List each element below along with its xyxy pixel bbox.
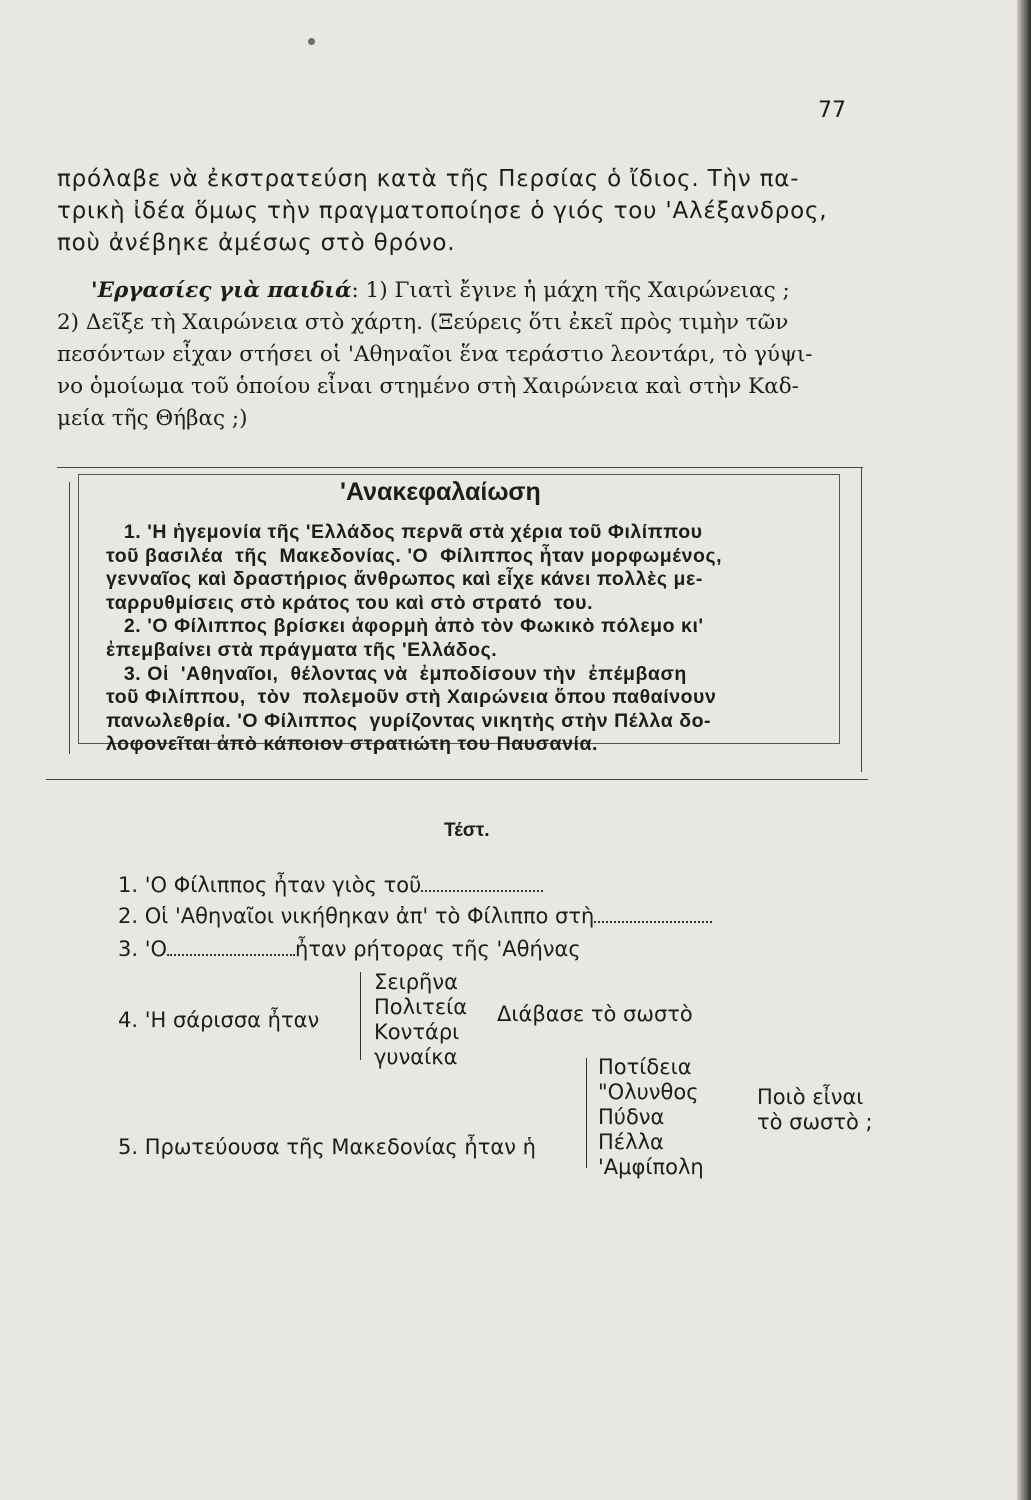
summary-line: ταρρυθμίσεις στὸ κράτος του καὶ στὸ στρατό του. bbox=[106, 591, 594, 614]
question-1-text: 1. 'Ο Φίλιππος ἦταν γιὸς τοῦ bbox=[118, 873, 422, 897]
question-5-options bbox=[598, 1055, 704, 1180]
tasks-line: μεία τῆς Θήβας ;) bbox=[57, 406, 248, 431]
option-item[interactable]: Κοντάρι bbox=[374, 1020, 460, 1044]
summary-line: ἐπεμβαίνει στὰ πράγματα τῆς 'Ελλάδος. bbox=[106, 638, 498, 661]
tasks-first-line bbox=[57, 275, 813, 307]
question-5-bracket bbox=[586, 1058, 587, 1168]
summary-title: 'Ανακεφαλαίωση bbox=[340, 478, 541, 506]
question-2-text: 2. Οἱ 'Αθηναῖοι νικήθηκαν ἀπ' τὸ Φίλιππο στὴ bbox=[118, 904, 595, 928]
option-item[interactable]: Σειρῆνα bbox=[374, 970, 458, 994]
summary-line: γενναῖος καὶ δραστήριος ἄνθρωπος καὶ εἶχε κάνει πολλὲς με- bbox=[106, 568, 703, 591]
blank-field[interactable] bbox=[594, 903, 712, 923]
summary-line: λοφονεῖται ἀπὸ κάποιον στρατιώτη του Παυσανία. bbox=[106, 733, 598, 756]
summary-line: 3. Οἱ 'Αθηναῖοι, θέλοντας νὰ ἐμποδίσουν τὴν ἐπέμβαση bbox=[106, 662, 687, 685]
blank-field[interactable] bbox=[421, 872, 543, 892]
book-spine-shadow bbox=[1017, 0, 1031, 1500]
test-title: Τέστ. bbox=[444, 820, 490, 841]
question-5-prompt bbox=[757, 1085, 873, 1135]
option-item[interactable]: Πύδνα bbox=[598, 1105, 665, 1129]
summary-line: 1. 'Η ἡγεμονία τῆς 'Ελλάδος περνᾶ στὰ χέρια τοῦ Φιλίππου bbox=[106, 521, 703, 543]
tasks-line: νο ὁμοίωμα τοῦ ὁποίου εἶναι στημένο στὴ Χαιρώνεια καὶ στὴν Καδ- bbox=[57, 374, 799, 399]
intro-paragraph bbox=[57, 163, 827, 259]
tasks-line: 2) Δεῖξε τὴ Χαιρώνεια στὸ χάρτη. (Ξεύρεις ὅτι ἐκεῖ πρὸς τιμὴν τῶν bbox=[57, 310, 789, 335]
summary-text bbox=[106, 521, 722, 757]
question-4-options bbox=[374, 970, 467, 1070]
summary-frame-top bbox=[57, 467, 863, 468]
summary-line: τοῦ βασιλέα τῆς Μακεδονίας. 'Ο Φίλιππος ἦταν μορφωμένος, bbox=[106, 544, 723, 567]
summary-frame-right bbox=[861, 467, 862, 772]
question-4-bracket bbox=[360, 972, 361, 1060]
option-item[interactable]: Πέλλα bbox=[598, 1130, 664, 1154]
tasks-paragraph bbox=[57, 275, 813, 435]
tasks-heading: 'Εργασίες γιὰ παιδιά bbox=[91, 278, 352, 303]
ink-dot bbox=[308, 38, 315, 45]
test-question-1 bbox=[118, 872, 543, 898]
summary-line: πανωλεθρία. 'Ο Φίλιππος γυρίζοντας νικητὴς στὴν Πέλλα δο- bbox=[106, 709, 712, 732]
question-4-text: 4. 'Η σάρισσα ἦταν bbox=[118, 1008, 320, 1032]
tasks-line: πεσόντων εἶχαν στήσει οἱ 'Αθηναῖοι ἕνα τεράστιο λεοντάρι, τὸ γύψι- bbox=[57, 342, 813, 367]
summary-frame-bottom bbox=[46, 779, 868, 780]
intro-line: τρικὴ ἰδέα ὅμως τὴν πραγματοποίησε ὁ γιός του 'Αλέξανδρος, bbox=[57, 198, 828, 224]
test-question-3 bbox=[118, 936, 581, 962]
page-number: 77 bbox=[818, 98, 846, 123]
question-5-text: 5. Πρωτεύουσα τῆς Μακεδονίας ἦταν ἡ bbox=[118, 1135, 536, 1159]
question-3-suffix: ἦταν ρήτορας τῆς 'Αθήνας bbox=[295, 937, 581, 961]
option-item[interactable]: Ποτίδεια bbox=[598, 1055, 692, 1079]
test-question-2 bbox=[118, 903, 712, 929]
option-item[interactable]: 'Αμφίπολη bbox=[598, 1155, 704, 1179]
intro-line: πρόλαβε νὰ ἐκστρατεύση κατὰ τῆς Περσίας ὁ ἴδιος. Τὴν πα- bbox=[57, 166, 800, 192]
question-3-prefix: 3. 'Ο bbox=[118, 937, 168, 961]
option-item[interactable]: "Ολυνθος bbox=[598, 1080, 699, 1104]
option-item[interactable]: Πολιτεία bbox=[374, 995, 468, 1019]
question-4-instruction: Διάβασε τὸ σωστὸ bbox=[497, 1002, 693, 1026]
blank-field[interactable] bbox=[167, 936, 295, 956]
prompt-line: τὸ σωστὸ ; bbox=[757, 1110, 873, 1134]
summary-line: 2. 'Ο Φίλιππος βρίσκει ἀφορμὴ ἀπὸ τὸν Φωκικὸ πόλεμο κι' bbox=[106, 615, 704, 638]
summary-line: τοῦ Φιλίππου, τὸν πολεμοῦν στὴ Χαιρώνεια ὅπου παθαίνουν bbox=[106, 686, 717, 709]
intro-line: ποὺ ἀνέβηκε ἀμέσως στὸ θρόνο. bbox=[57, 230, 456, 256]
option-item[interactable]: γυναίκα bbox=[374, 1045, 458, 1069]
tasks-question-1: : 1) Γιατὶ ἔγινε ἡ μάχη τῆς Χαιρώνειας ; bbox=[351, 278, 790, 303]
summary-frame-left bbox=[69, 482, 70, 754]
prompt-line: Ποιὸ εἶναι bbox=[757, 1085, 864, 1109]
